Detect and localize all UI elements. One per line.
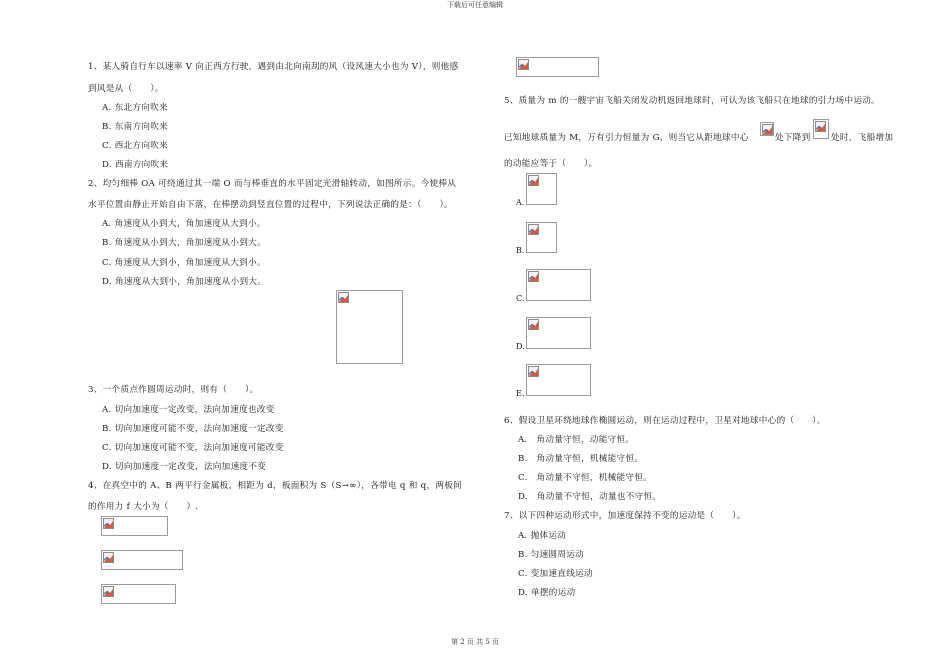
q1-option-c: C. 西北方向吹来 [102, 141, 168, 151]
q2-option-b: B. 角速度从小到大，角加速度从小到大。 [102, 238, 266, 248]
q6-option-d: D. 角动量不守恒，动量也不守恒。 [518, 492, 662, 502]
q5-option-e-label: E. [516, 389, 525, 398]
q5-option-c-image [526, 269, 591, 301]
q5-option-a-label: A. [516, 198, 525, 207]
q4-option-c-image [101, 584, 176, 604]
q3-option-c: C. 切向加速度可能不变，法向加速度可能改变 [102, 443, 284, 453]
q7-option-c: C. 变加速直线运动 [518, 569, 593, 579]
broken-image-icon [518, 59, 529, 70]
q5-option-b-image [526, 222, 557, 253]
q4-option-b-image [101, 550, 183, 570]
q5-line2b: 处下降到 [775, 133, 811, 143]
page-header: 下载后可任意编辑 [447, 1, 503, 9]
q5-option-e-image [526, 364, 591, 396]
q4-option-d-image [516, 57, 599, 77]
broken-image-icon [103, 518, 114, 529]
q2-line2: 水平位置由静止开始自由下落，在棒摆动到竖直位置的过程中，下列说法正确的是：（ ）。 [88, 200, 453, 210]
broken-image-icon [338, 292, 349, 303]
q6-option-b: B. 角动量守恒，机械能守恒。 [518, 454, 644, 464]
q3-line1: 3、一个质点作圆周运动时，则有（ ）。 [88, 385, 259, 395]
q2-figure-image [336, 290, 403, 364]
q2-option-d: D. 角速度从大到小，角加速度从小到大。 [102, 277, 267, 287]
q5-option-c-label: C. [516, 294, 525, 303]
broken-image-icon [762, 124, 773, 135]
broken-image-icon [528, 224, 539, 235]
q6-option-a: A. 角动量守恒，动能守恒。 [518, 435, 635, 445]
q1-option-d: D. 西南方向吹来 [102, 160, 169, 170]
broken-image-icon [103, 586, 114, 597]
q3-option-a: A. 切向加速度一定改变，法向加速度也改变 [102, 405, 275, 415]
q4-option-a-image [101, 516, 168, 536]
q5-option-d-label: D. [516, 342, 525, 351]
q6-line1: 6、假设卫星环绕地球作椭圆运动，则在运动过程中，卫星对地球中心的（ ）。 [504, 416, 826, 426]
q2-option-a: A. 角速度从小到大，角加速度从大到小。 [102, 219, 266, 229]
q3-option-d: D. 切向加速度一定改变，法向加速度不变 [102, 462, 267, 472]
q5-r2-image [813, 119, 829, 139]
broken-image-icon [528, 175, 539, 186]
q5-option-b-label: B. [516, 246, 525, 255]
q5-option-a-image [526, 173, 557, 205]
q1-line2: 到风是从（ ）。 [88, 84, 164, 94]
broken-image-icon [815, 121, 826, 132]
q2-line1: 2、均匀细棒 OA 可绕通过其一端 O 而与棒垂直的水平固定光滑轴转动，如图所示。今使棒从 [88, 179, 457, 189]
q5-line3: 的动能应等于（ ）。 [504, 159, 598, 169]
q7-option-b: B. 匀速圆周运动 [518, 550, 585, 560]
q5-option-d-image [526, 317, 591, 349]
broken-image-icon [103, 552, 114, 563]
broken-image-icon [528, 271, 539, 282]
q7-option-d: D. 单摆的运动 [518, 588, 576, 598]
q2-option-c: C. 角速度从大到小，角加速度从大到小。 [102, 258, 266, 268]
page-footer: 第 2 页 共 5 页 [450, 638, 500, 646]
q1-option-a: A. 东北方向吹来 [102, 103, 168, 113]
q5-line2c: 处时，飞船增加 [831, 133, 894, 143]
q1-line1: 1、某人骑自行车以速率 V 向正西方行驶，遇到由北向南刮的风（设风速大小也为 V），则他感 [88, 62, 459, 72]
q1-option-b: B. 东南方向吹来 [102, 122, 169, 132]
broken-image-icon [528, 366, 539, 377]
q5-line1: 5、质量为 m 的一艘宇宙飞船关闭发动机返回地球时，可认为该飞船只在地球的引力场中运动。 [504, 96, 881, 106]
q5-line2a: 已知地球质量为 M，万有引力恒量为 G，则当它从距地球中心 [504, 133, 749, 143]
q4-line2: 的作用力 f 大小为（ ）. [88, 502, 199, 512]
q3-option-b: B. 切向加速度可能不变，法向加速度一定改变 [102, 424, 284, 434]
q5-r1-image [760, 122, 774, 136]
q4-line1: 4、在真空中的 A、B 两平行金属板，相距为 d，板面积为 S（S→∞），各带电 q 和 q，两板间 [88, 481, 463, 491]
broken-image-icon [528, 319, 539, 330]
q7-option-a: A. 抛体运动 [518, 531, 567, 541]
q7-line1: 7、以下四种运动形式中，加速度保持不变的运动是（ ）。 [504, 511, 746, 521]
q6-option-c: C. 角动量不守恒，机械能守恒。 [518, 473, 653, 483]
